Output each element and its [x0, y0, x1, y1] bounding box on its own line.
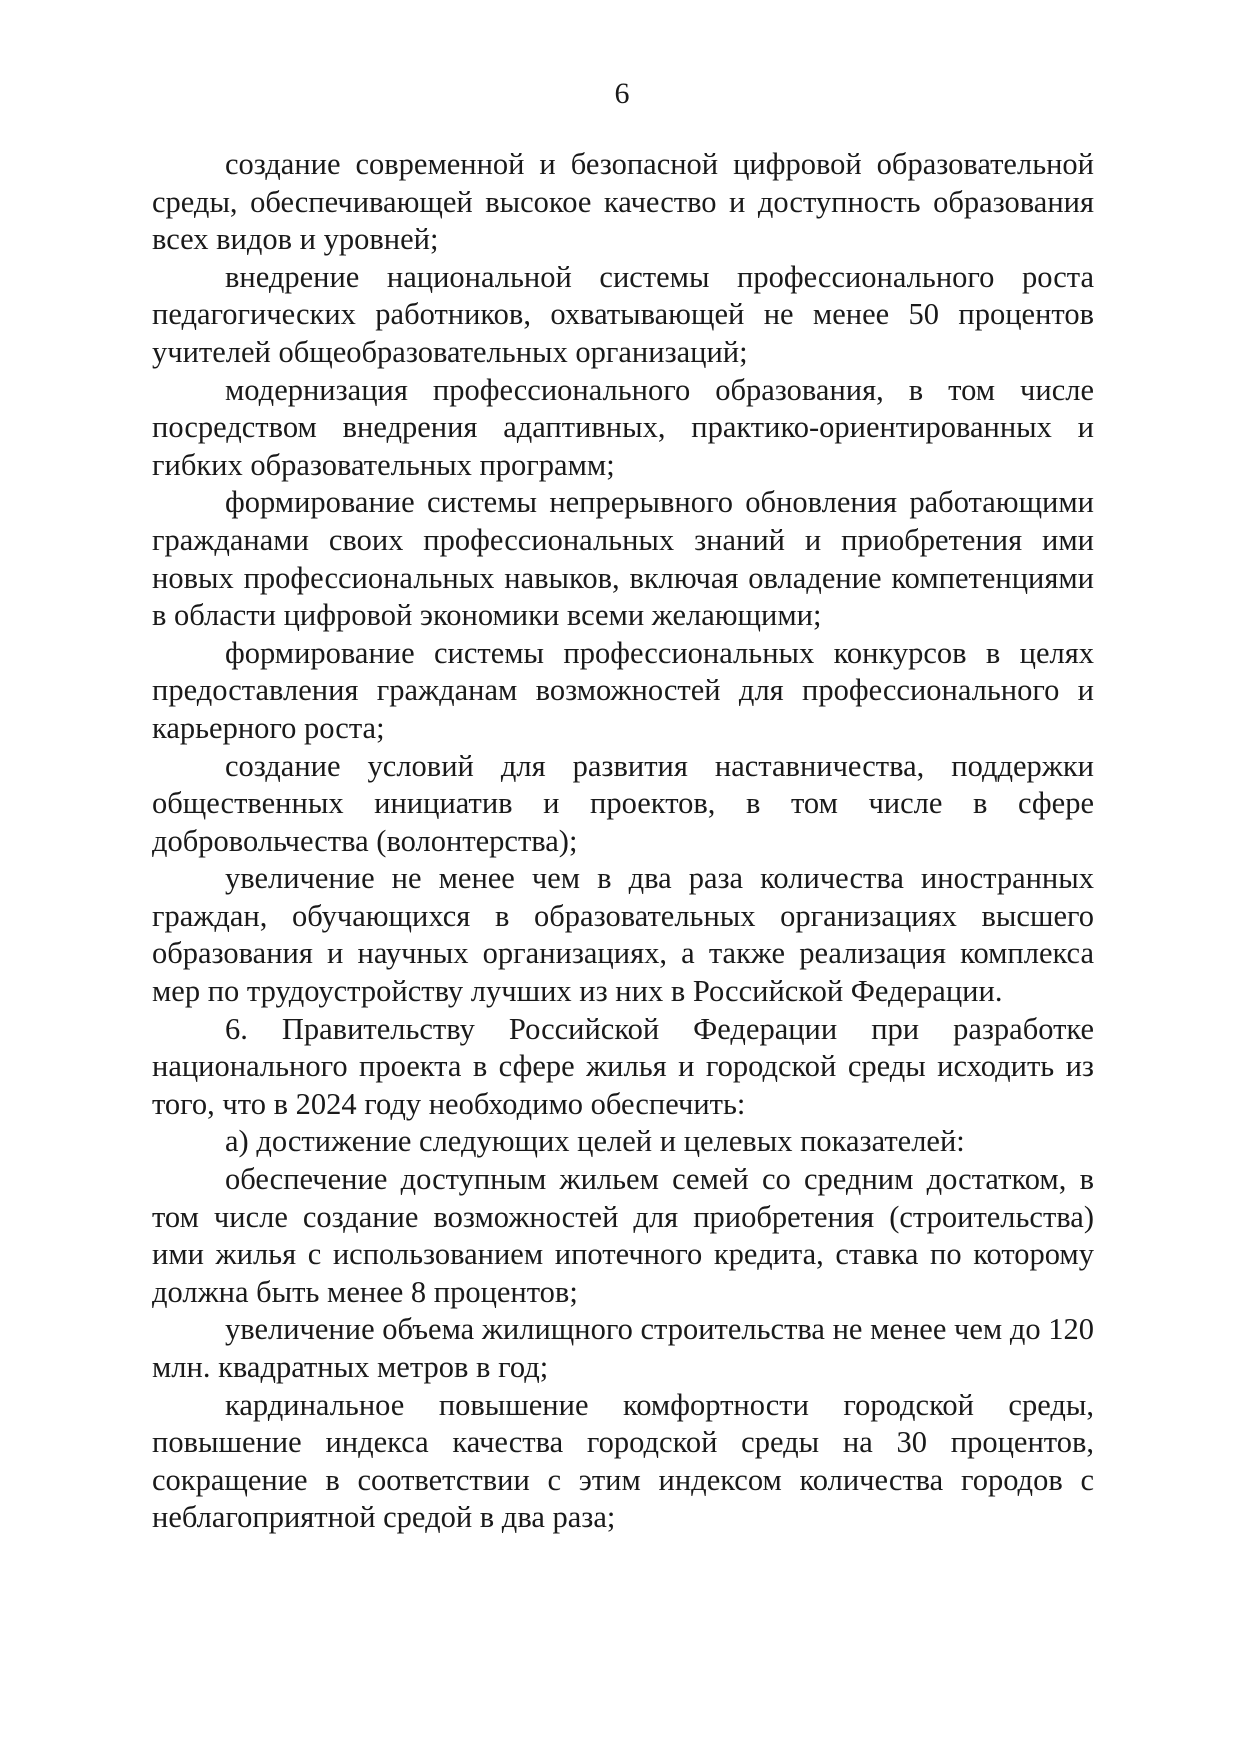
paragraph-professional-contests: формирование системы профессиональных конкурсов в целях предоставления гражданам возможностей для профессионального и карьерного роста;: [152, 635, 1094, 745]
paragraph-teacher-growth-system: внедрение национальной системы профессионального роста педагогических работников, охватывающей не менее 50 процентов учителей общеобразовательных организаций;: [152, 259, 1094, 369]
document-body: [152, 146, 1094, 1537]
paragraph-housing-project-clause: 6. Правительству Российской Федерации при разработке национального проекта в сфере жилья и городской среды исходить из того, что в 2024 году необходимо обеспечить:: [152, 1011, 1094, 1121]
page-number: 6: [614, 77, 630, 110]
paragraph-vocational-modernization: модернизация профессионального образования, в том числе посредством внедрения адаптивных, практико-ориентированных и гибких образовательных программ;: [152, 372, 1094, 482]
paragraph-foreign-students: увеличение не менее чем в два раза количества иностранных граждан, обучающихся в образовательных организациях высшего образования и научных организациях, а также реализация комплекса мер по трудоустройству лучших из них в Российской Федерации.: [152, 861, 1094, 1009]
paragraph-digital-education-environment: создание современной и безопасной цифровой образовательной среды, обеспечивающей высокое качество и доступность образования всех видов и уровней;: [152, 147, 1094, 257]
paragraph-continuous-skills-update: формирование системы непрерывного обновления работающими гражданами своих профессиональных знаний и приобретения ими новых профессиональных навыков, включая овладение компетенциями в области цифровой экономики всеми желающими;: [152, 485, 1094, 633]
paragraph-mentorship-volunteering: создание условий для развития наставничества, поддержки общественных инициатив и проектов, в том числе в сфере добровольчества (волонтерства);: [152, 748, 1094, 858]
paragraph-urban-comfort: кардинальное повышение комфортности городской среды, повышение индекса качества городской среды на 30 процентов, сокращение в соответствии с этим индексом количества городов с неблагоприятной средой в два раза;: [152, 1387, 1094, 1535]
paragraph-affordable-housing: обеспечение доступным жильем семей со средним достатком, в том числе создание возможностей для приобретения (строительства) ими жилья с использованием ипотечного кредита, ставка по которому должна быть менее 8 процентов;: [152, 1162, 1094, 1309]
paragraph-goals-subclause: а) достижение следующих целей и целевых показателей:: [225, 1124, 965, 1159]
paragraph-housing-construction-volume: увеличение объема жилищного строительства не менее чем до 120 млн. квадратных метров в год;: [152, 1312, 1094, 1384]
